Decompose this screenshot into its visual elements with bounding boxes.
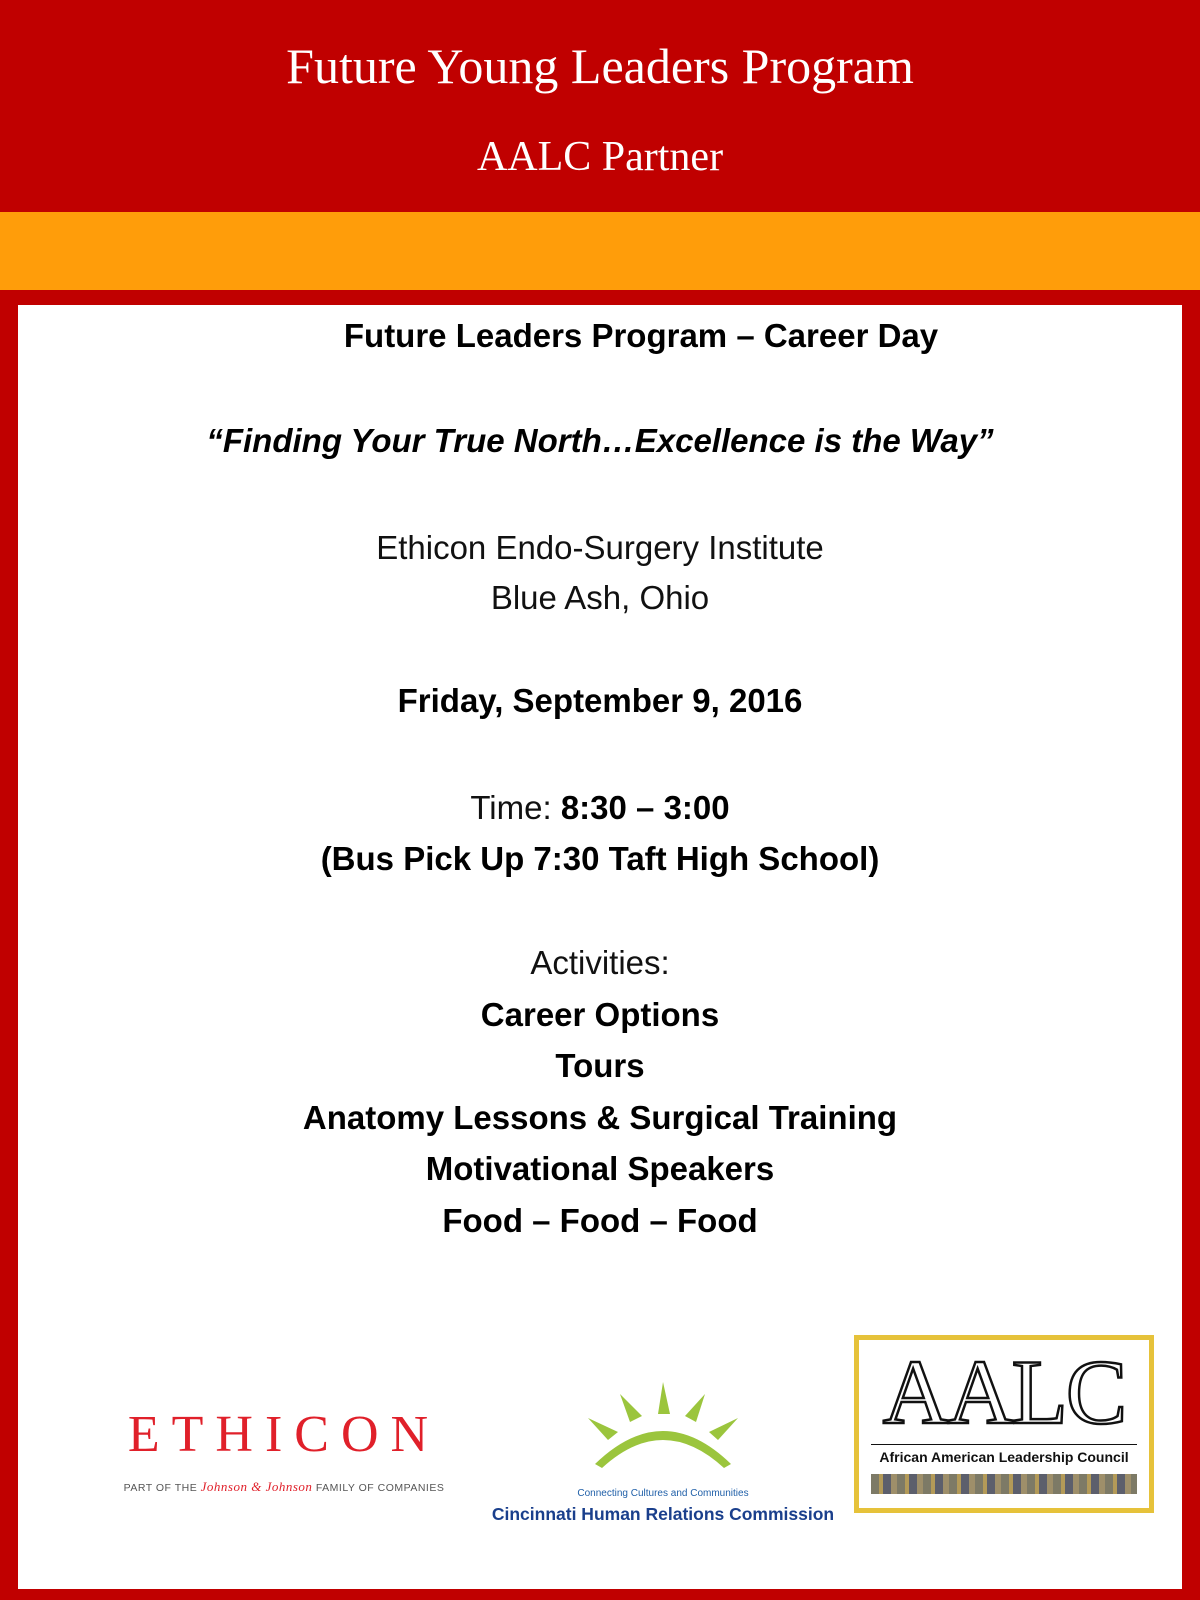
event-venue: Ethicon Endo-Surgery Institute xyxy=(376,529,824,566)
orange-divider-band xyxy=(0,212,1200,290)
aalc-logo xyxy=(854,1335,1154,1513)
event-date: Friday, September 9, 2016 xyxy=(397,682,803,719)
event-location: Blue Ash, Ohio xyxy=(490,579,710,616)
activity-item: Anatomy Lessons & Surgical Training xyxy=(302,1099,898,1136)
aalc-letters: AALC xyxy=(882,1341,1126,1443)
event-flyer-panel xyxy=(18,305,1182,1589)
ethicon-tagline xyxy=(84,1479,484,1495)
ethicon-tagline-post: FAMILY OF COMPANIES xyxy=(315,1482,445,1494)
activities-label: Activities: xyxy=(530,944,670,981)
activity-item: Food – Food – Food xyxy=(442,1202,758,1239)
event-time-row xyxy=(18,787,1182,829)
event-theme: “Finding Your True North…Excellence is the Way” xyxy=(206,422,994,459)
aalc-full-name: African American Leadership Council xyxy=(871,1444,1137,1465)
bus-pickup-note: (Bus Pick Up 7:30 Taft High School) xyxy=(320,840,880,877)
page-subtitle: AALC Partner xyxy=(476,134,724,180)
ethicon-wordmark: ETHICON xyxy=(127,1406,441,1463)
ethicon-tagline-pre: PART OF THE xyxy=(123,1482,198,1494)
header-banner xyxy=(0,0,1200,212)
activity-item: Tours xyxy=(555,1047,645,1084)
aalc-pattern-strip xyxy=(871,1474,1137,1494)
time-label: Time: xyxy=(470,789,552,826)
rising-sun-icon xyxy=(458,1370,868,1488)
page-title: Future Young Leaders Program xyxy=(286,38,914,94)
activity-item: Motivational Speakers xyxy=(425,1150,775,1187)
time-value: 8:30 – 3:00 xyxy=(560,789,730,826)
event-heading: Future Leaders Program – Career Day xyxy=(343,317,939,354)
activity-item: Career Options xyxy=(480,996,720,1033)
ethicon-logo xyxy=(84,1405,484,1505)
chrc-tagline: Connecting Cultures and Communities xyxy=(577,1488,749,1499)
jnj-brand: Johnson & Johnson xyxy=(200,1479,313,1494)
chrc-name: Cincinnati Human Relations Commission xyxy=(491,1504,835,1524)
chrc-logo xyxy=(458,1370,868,1550)
